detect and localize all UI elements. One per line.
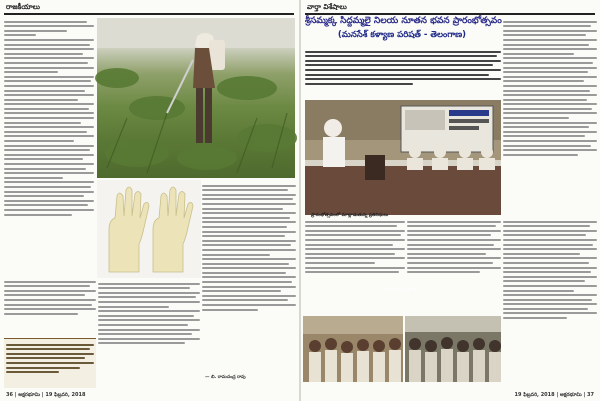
section-tag-right: వార్తా విశేషాలు — [307, 3, 347, 11]
author-signature: — బి. రామచంద్ర రావు — [205, 375, 246, 380]
photo-audience-1 — [303, 316, 403, 382]
article-column-side — [503, 18, 597, 218]
left-page — [0, 0, 299, 401]
photo-caption-speaker: ప్రసంగిస్తున్న విశ్వకర్మ — [385, 286, 417, 291]
photo-caption: ప్రారంభోత్సవంలో మాట్లాడుతున్న ప్రతినిధులు — [311, 213, 389, 218]
right-page — [301, 0, 600, 401]
page-footer-right: 19 ఫిబ్రవరి, 2018 | అక్షరభూమి | 37 — [514, 392, 594, 398]
header-rule-left — [4, 13, 294, 15]
article-column-middle — [98, 280, 200, 380]
article-subtitle: (మనసేశ్ కళ్యాణ పరిషత్ - తెలంగాణ) — [337, 30, 467, 40]
article-column-lower-1 — [305, 218, 405, 318]
page-footer-left: 36 | అక్షరభూమి | 19 ఫిబ్రవరి, 2018 — [6, 392, 86, 398]
photo-protective-gloves — [97, 180, 201, 278]
article-title: శ్రీసమ్మక్క సిద్దమ్మలై నిలయ నూతన భవన ప్రారంభోత్సవం — [305, 16, 502, 26]
article-column-left-lower — [4, 278, 96, 338]
article-column-side-lower — [503, 218, 597, 378]
article-column-lower-2 — [407, 218, 501, 318]
header-rule-right — [305, 13, 595, 15]
photo-pesticide-spraying — [97, 18, 295, 178]
section-tag-left: రాజకీయాలు — [6, 3, 40, 11]
highlight-quote-box — [4, 338, 96, 388]
photo-audience-2 — [405, 316, 501, 382]
article-column-right — [202, 182, 296, 378]
article-intro-bold — [305, 48, 501, 100]
article-column-left — [4, 18, 94, 268]
